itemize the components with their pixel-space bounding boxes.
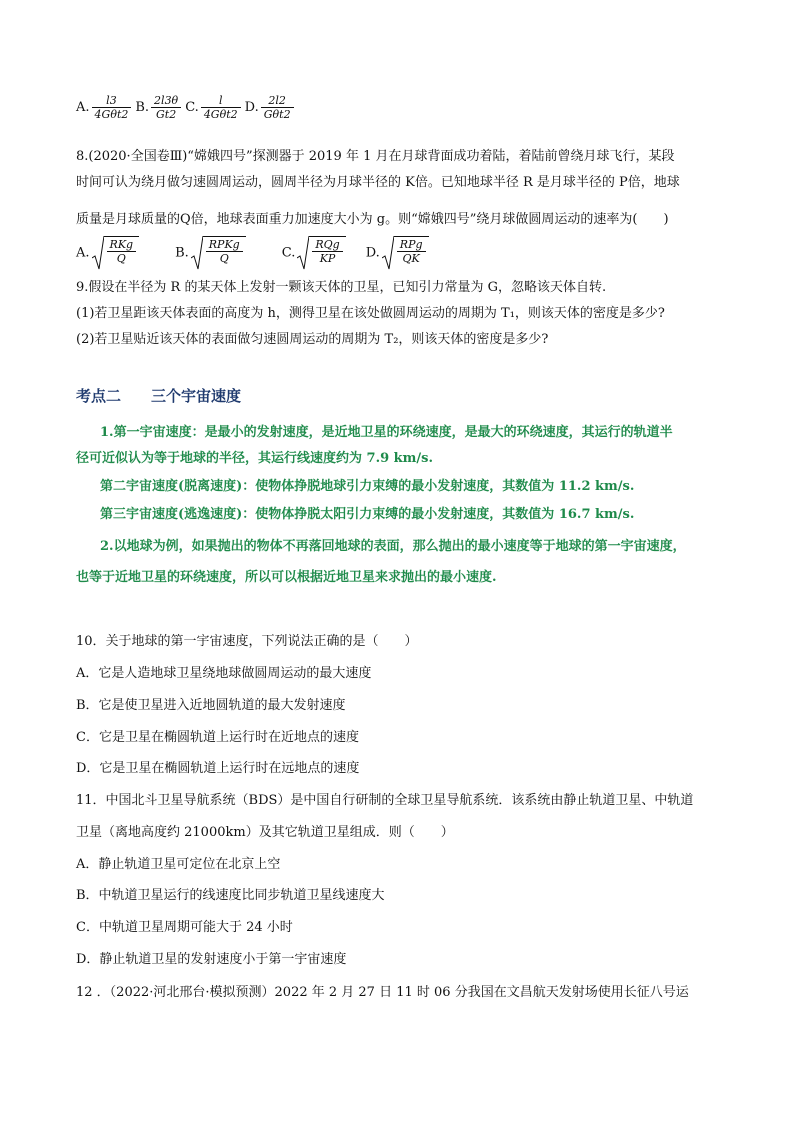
section-heading: 考点二 三个宇宙速度 [76,387,242,405]
third-cosmic-velocity: 第三宇宙速度(逃逸速度)：使物体挣脱太阳引力束缚的最小发射速度，其数值为 16.7 km/s. [100,507,635,522]
q9-line-2: (1)若卫星距该天体表面的高度为 h，测得卫星在该处做圆周运动的周期为 T₁，则该天体的密度是多少? [76,306,665,321]
q7-option-a: A. $\frac{l3}{\text{4Gθt2}}$ [76,94,133,121]
q11-option-c: C．中轨道卫星周期可能大于 24 小时 [76,920,293,935]
escape-example-line-1: 2.以地球为例，如果抛出的物体不再落回地球的表面，那么抛出的最小速度等于地球的第一宇宙速度， [100,539,686,554]
q7-option-c: C. $\frac{l}{\text{4Gθt2}}$ [185,94,242,121]
q10-option-d: D．它是卫星在椭圆轨道上运行时在远地点的速度 [76,761,360,776]
q9-line-1: 9.假设在半径为 R 的某天体上发射一颗该天体的卫星，已知引力常量为 G，忽略该天体自转. [76,280,607,295]
q7-option-d: D. $\frac{2l2}{\text{Gθt2}}$ [245,94,296,121]
q10-stem: 10．关于地球的第一宇宙速度，下列说法正确的是（ ） [76,634,418,649]
first-cosmic-velocity-line-1: 1.第一宇宙速度：是最小的发射速度，是近地卫星的环绕速度，是最大的环绕速度，其运行的轨道半 [100,425,673,440]
q12-stem: 12 ．（2022·河北邢台·模拟预测）2022 年 2 月 27 日 11 时 06 分我国在文昌航天发射场使用长征八号运 [76,985,689,1000]
q8-option-c: C. $\frac{\text{RQg}}{KP}$ [282,236,346,270]
q10-option-a: A．它是人造地球卫星绕地球做圆周运动的最大速度 [76,666,372,681]
q8-line-2: 时间可认为绕月做匀速圆周运动，圆周半径为月球半径的 K倍。已知地球半径 R 是月球半径的 P倍，地球 [76,175,680,190]
second-cosmic-velocity: 第二宇宙速度(脱离速度)：使物体挣脱地球引力束缚的最小发射速度，其数值为 11.2 km/s. [100,479,635,494]
q11-stem-line-2: 卫星（离地高度约 21000km）及其它轨道卫星组成．则（ ） [76,825,454,840]
q9-line-3: (2)若卫星贴近该天体的表面做匀速圆周运动的周期为 T₂，则该天体的密度是多少? [76,332,549,347]
q8-option-d: D. $\frac{\text{RPg}}{QK}$ [366,236,429,270]
q11-option-a: A．静止轨道卫星可定位在北京上空 [76,857,281,872]
q11-option-b: B．中轨道卫星运行的线速度比同步轨道卫星线速度大 [76,888,385,903]
q8-option-a: A. $\frac{\text{RKg}}{Q}$ [76,236,139,270]
q8-option-b: B. $\frac{\text{RPKg}}{Q}$ [175,236,246,270]
q10-option-c: C．它是卫星在椭圆轨道上运行时在近地点的速度 [76,730,359,745]
q8-line-3: 质量是月球质量的Q倍，地球表面重力加速度大小为 g。则“嫦娥四号”绕月球做圆周运动的速率为( ) [76,212,669,227]
q11-option-d: D．静止轨道卫星的发射速度小于第一宇宙速度 [76,952,347,967]
escape-example-line-2: 也等于近地卫星的环绕速度，所以可以根据近地卫星来求抛出的最小速度. [76,570,497,585]
q10-option-b: B．它是使卫星进入近地圆轨道的最大发射速度 [76,698,346,713]
first-cosmic-velocity-line-2: 径可近似认为等于地球的半径，其运行线速度约为 7.9 km/s. [76,451,434,466]
q11-stem-line-1: 11．中国北斗卫星导航系统（BDS）是中国自行研制的全球卫星导航系统．该系统由静止轨道卫星、中轨道 [76,793,694,808]
q8-options [76,236,445,270]
q7-options [76,94,312,121]
q7-option-b: B. $\frac{2l3\theta}{Gt2}$ [135,94,183,121]
q8-line-1: 8.(2020·全国卷Ⅲ)“嫦娥四号”探测器于 2019 年 1 月在月球背面成功着陆，着陆前曾绕月球飞行，某段 [76,149,675,164]
